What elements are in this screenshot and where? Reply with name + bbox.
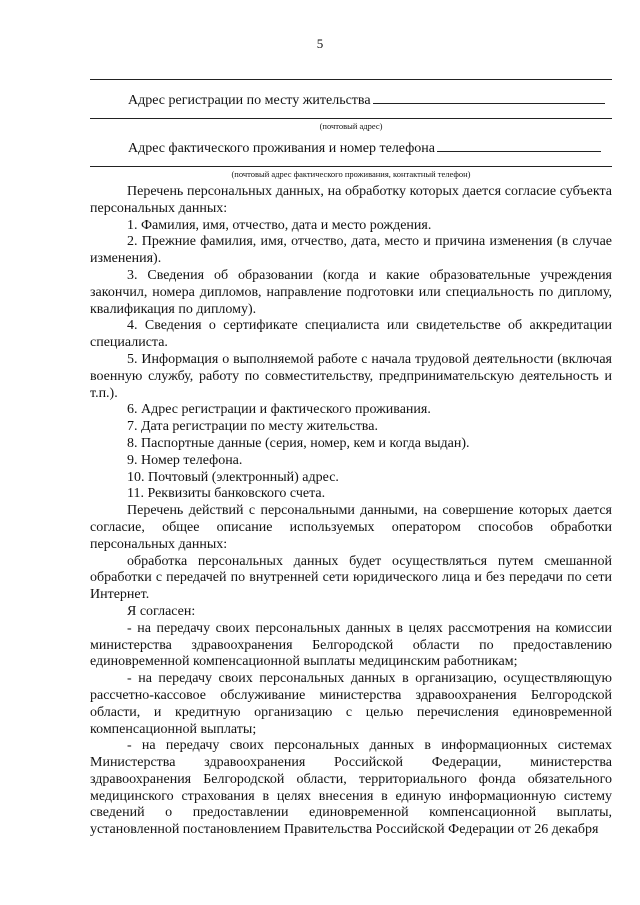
list-item-1: 1. Фамилия, имя, отчество, дата и место рождения. xyxy=(127,217,432,233)
list-item-3: 3. Сведения об образовании (когда и какие образовательные учреждения закончил, номера дипломов, направление подготовки или специальность по диплому, квалификация по диплому). xyxy=(90,267,612,317)
registration-caption: (почтовый адрес) xyxy=(319,121,383,131)
list-item-11: 11. Реквизиты банковского счета. xyxy=(127,486,326,502)
list-item-9: 9. Номер телефона. xyxy=(127,452,243,468)
consent-item-2: - на передачу своих персональных данных в организацию, осуществляющую рассчетно-кассовое обслуживание министерства здравоохранения Белгородской области, и кредитную организацию с целью перечисления единовременной компенсационной выплаты; xyxy=(90,671,612,737)
list-item-6: 6. Адрес регистрации и фактического проживания. xyxy=(127,402,431,418)
actual-address-label: Адрес фактического проживания и номер телефона xyxy=(128,141,435,156)
list-item-7: 7. Дата регистрации по месту жительства. xyxy=(127,419,378,435)
registration-address-field xyxy=(128,89,605,109)
actual-rule xyxy=(90,166,612,167)
top-rule xyxy=(90,79,612,80)
actual-address-field xyxy=(128,137,601,157)
page-number: 5 xyxy=(316,36,324,51)
list-item-2: 2. Прежние фамилия, имя, отчество, дата, место и причина изменения (в случае изменения). xyxy=(90,234,612,267)
consent-item-3: - на передачу своих персональных данных в информационных системах Министерства здравоохранения Российской Федерации, министерства здравоохранения Белгородской области, территориального фонда обязательного медицинского страхования в целях внесения в единую информационную систему сведений о предоставлении единовременной компенсационной выплаты, установленной постановлением Правительства Российской Федерации от 26 декабря xyxy=(90,738,612,838)
list-item-5: 5. Информация о выполняемой работе с начала трудовой деятельности (включая военную службу, работу по совместительству, предпринимательскую деятельность и т.п.). xyxy=(90,351,612,401)
consent-item-1: - на передачу своих персональных данных в целях рассмотрения на комиссии министерства здравоохранения Белгородской области по предоставлению единовременной компенсационной выплаты медицинским работникам; xyxy=(90,620,612,670)
paragraph-processing: обработка персональных данных будет осуществляться путем смешанной обработки с передачей по внутренней сети юридического лица и без передачи по сети Интернет. xyxy=(90,553,612,603)
paragraph-intro: Перечень персональных данных, на обработку которых дается согласие субъекта персональных данных: xyxy=(90,184,612,216)
paragraph-actions: Перечень действий с персональными данными, на совершение которых дается согласие, общее описание используемых оператором способов обработки персональных данных: xyxy=(90,503,612,552)
document-body xyxy=(90,184,612,839)
actual-address-blank[interactable] xyxy=(437,137,601,152)
list-item-4: 4. Сведения о сертификате специалиста или свидетельстве об аккредитации специалиста. xyxy=(90,318,612,351)
list-item-8: 8. Паспортные данные (серия, номер, кем и когда выдан). xyxy=(127,435,470,451)
registration-address-blank[interactable] xyxy=(373,89,605,104)
registration-rule xyxy=(90,118,612,119)
paragraph-consent: Я согласен: xyxy=(127,603,196,619)
actual-caption: (почтовый адрес фактического проживания, контактный телефон) xyxy=(231,169,471,179)
list-item-10: 10. Почтовый (электронный) адрес. xyxy=(127,469,339,485)
registration-address-label: Адрес регистрации по месту жительства xyxy=(128,93,371,108)
